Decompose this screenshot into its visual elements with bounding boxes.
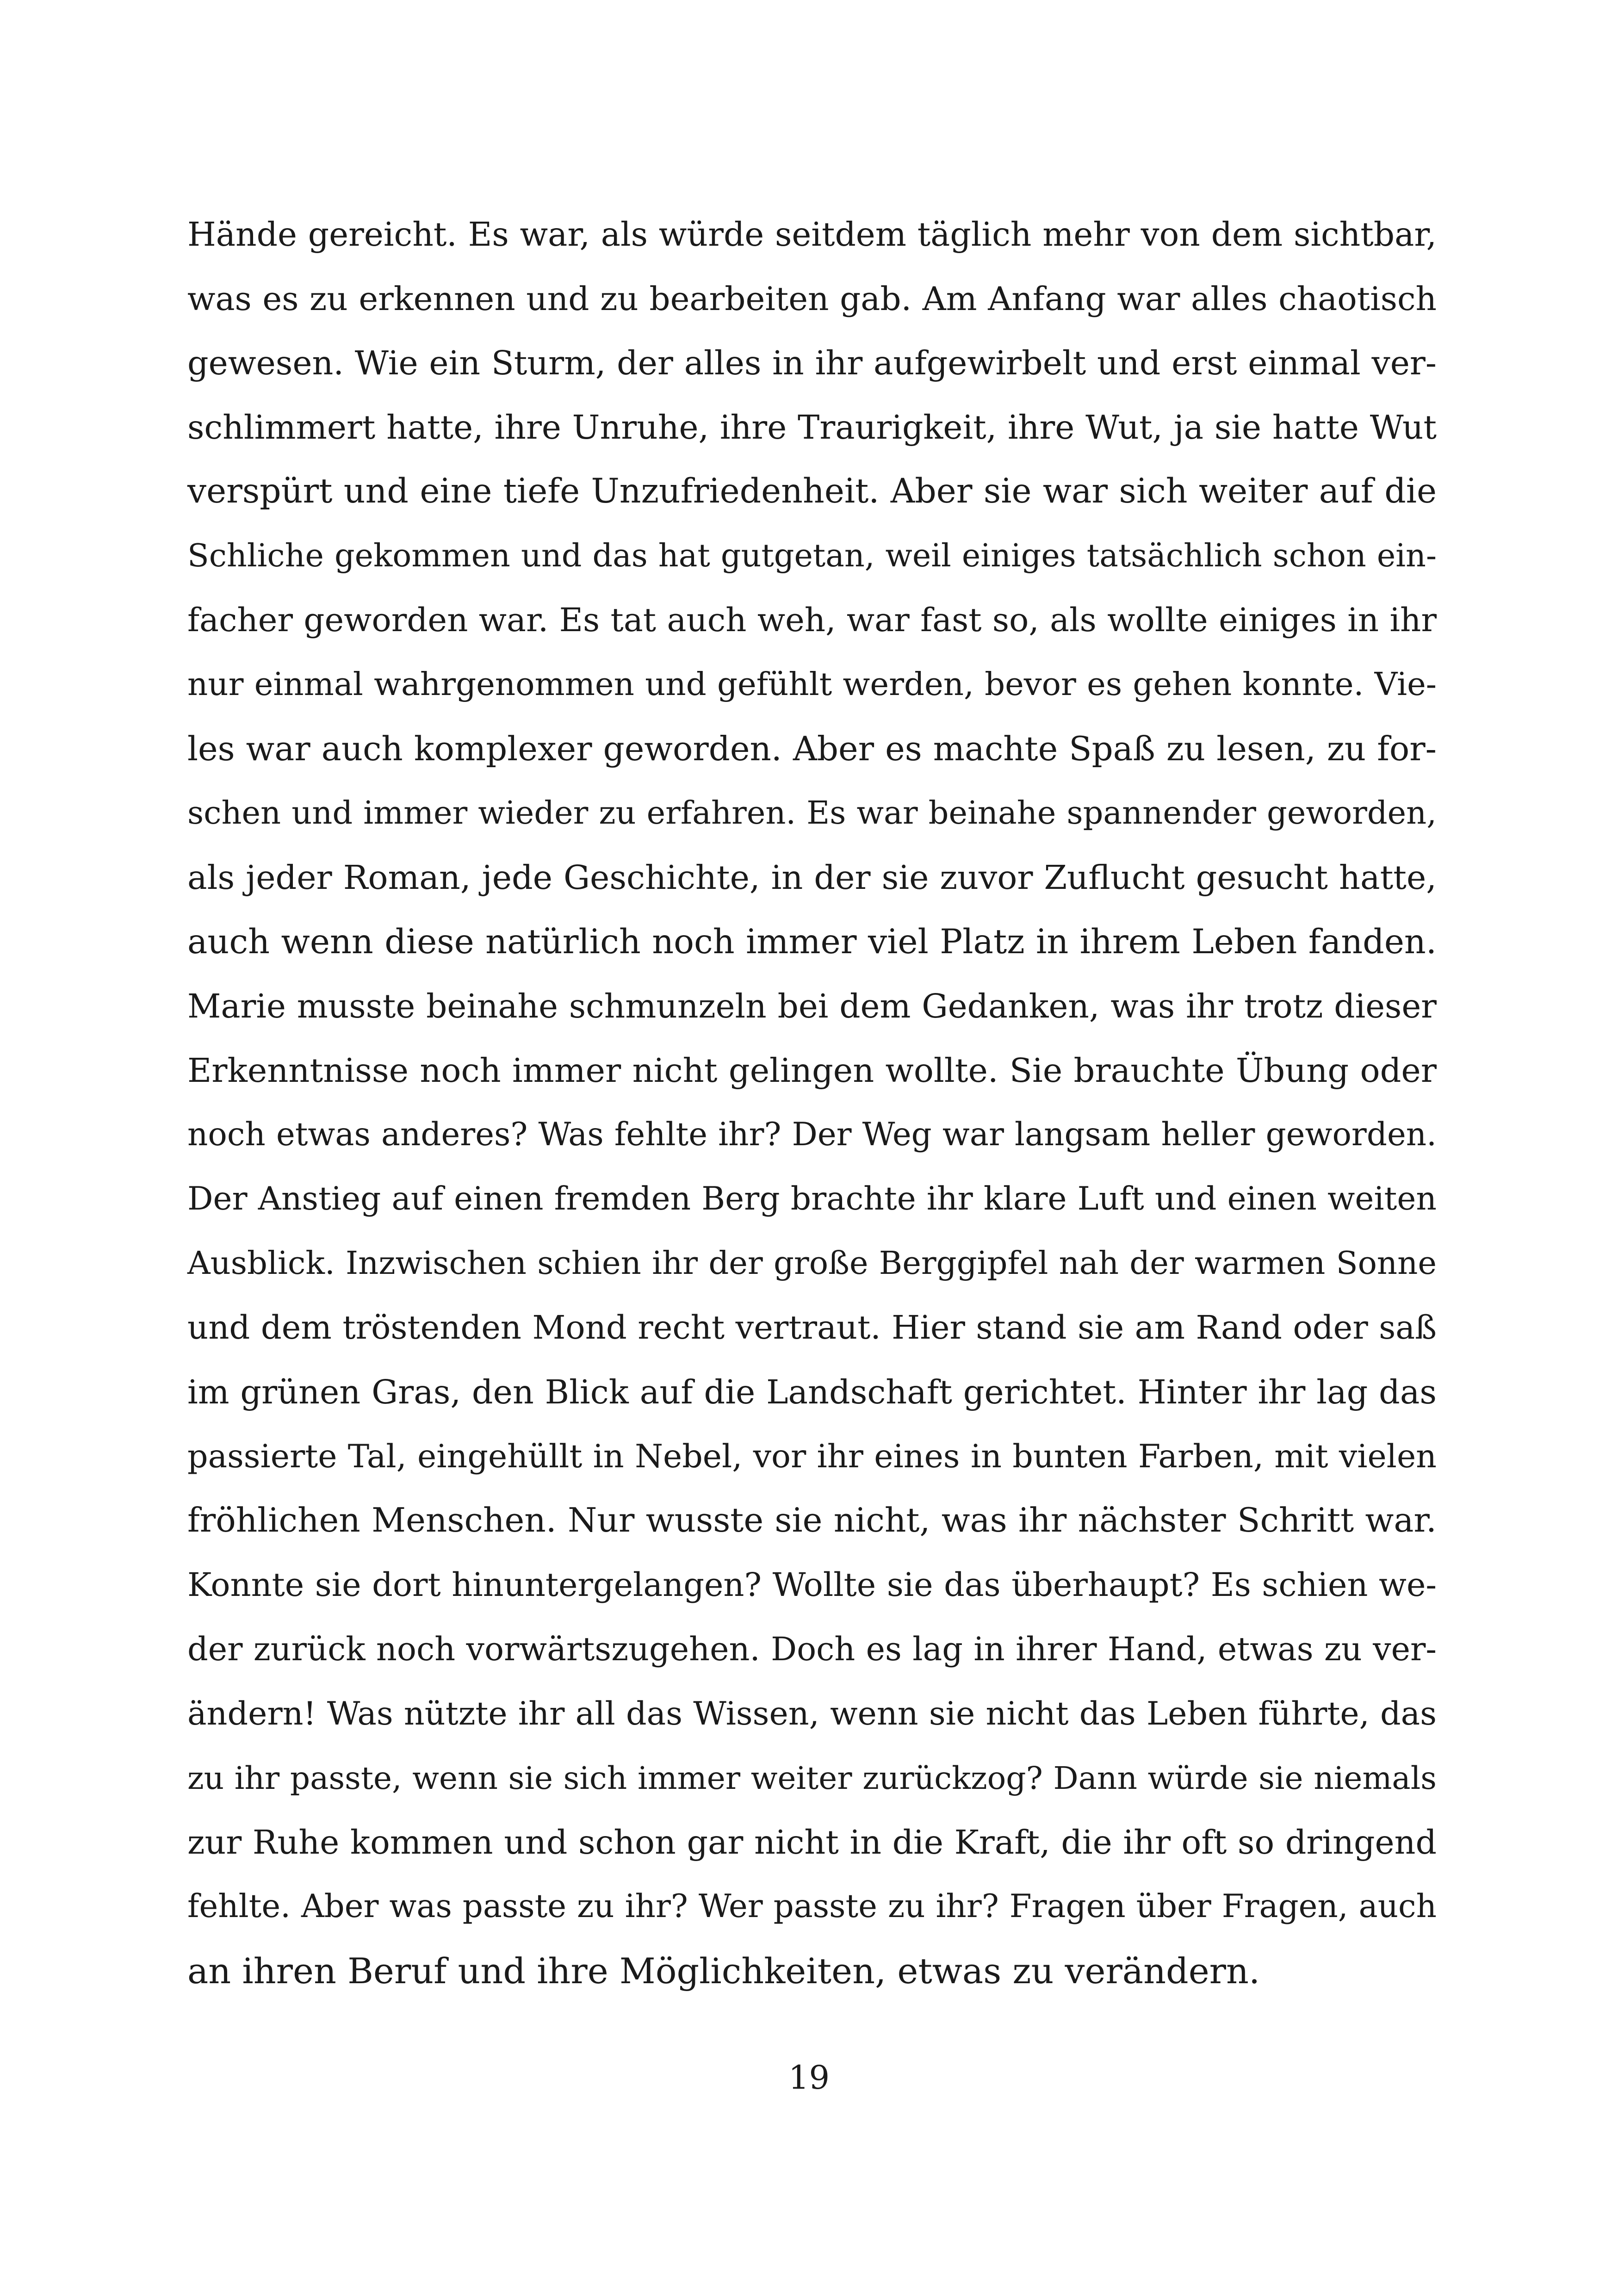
text-line: was es zu erkennen und zu bearbeiten gab. Am Anfang war alles chaotisch [187, 279, 1437, 318]
text-line: schlimmert hatte, ihre Unruhe, ihre Traurigkeit, ihre Wut, ja sie hatte Wut [187, 408, 1437, 447]
text-line: ändern! Was nützte ihr all das Wissen, wenn sie nicht das Leben führte, das [187, 1695, 1437, 1732]
text-line: noch etwas anderes? Was fehlte ihr? Der Weg war langsam heller geworden. [187, 1116, 1437, 1153]
text-line: schen und immer wieder zu erfahren. Es war beinahe spannender geworden, [187, 794, 1437, 832]
text-line: fehlte. Aber was passte zu ihr? Wer passte zu ihr? Fragen über Fragen, auch [187, 1888, 1437, 1925]
page-number: 19 [788, 2059, 830, 2097]
text-line: an ihren Beruf und ihre Möglichkeiten, etwas zu verändern. [187, 1950, 1260, 1992]
text-line: nur einmal wahrgenommen und gefühlt werden, bevor es gehen konnte. Vie- [187, 666, 1437, 703]
text-line: Erkenntnisse noch immer nicht gelingen wollte. Sie brauchte Übung oder [187, 1051, 1437, 1090]
text-line: Schliche gekommen und das hat gutgetan, weil einiges tatsächlich schon ein- [187, 538, 1437, 574]
text-line: Der Anstieg auf einen fremden Berg brachte ihr klare Luft und einen weiten [187, 1180, 1437, 1217]
text-line: zur Ruhe kommen und schon gar nicht in die Kraft, die ihr oft so dringend [187, 1823, 1437, 1862]
text-line: Hände gereicht. Es war, als würde seitdem täglich mehr von dem sichtbar, [187, 215, 1437, 254]
text-line: gewesen. Wie ein Sturm, der alles in ihr aufgewirbelt und erst einmal ver- [187, 344, 1437, 382]
text-line: Marie musste beinahe schmunzeln bei dem Gedanken, was ihr trotz dieser [187, 987, 1437, 1025]
text-line: und dem tröstenden Mond recht vertraut. Hier stand sie am Rand oder saß [187, 1309, 1437, 1347]
text-line: facher geworden war. Es tat auch weh, war fast so, als wollte einiges in ihr [187, 601, 1437, 639]
text-line: les war auch komplexer geworden. Aber es machte Spaß zu lesen, zu for- [187, 729, 1437, 768]
text-line: Ausblick. Inzwischen schien ihr der große Berggipfel nah der warmen Sonne [187, 1245, 1437, 1282]
text-line: im grünen Gras, den Blick auf die Landschaft gerichtet. Hinter ihr lag das [187, 1373, 1437, 1411]
text-line: Konnte sie dort hinuntergelangen? Wollte sie das überhaupt? Es schien we- [187, 1566, 1437, 1604]
text-line: auch wenn diese natürlich noch immer viel Platz in ihrem Leben fanden. [187, 922, 1437, 962]
text-line: als jeder Roman, jede Geschichte, in der sie zuvor Zuflucht gesucht hatte, [187, 858, 1437, 897]
body-text [187, 202, 1437, 2003]
text-line: der zurück noch vorwärtszugehen. Doch es lag in ihrer Hand, etwas zu ver- [187, 1631, 1437, 1668]
text-line: verspürt und eine tiefe Unzufriedenheit. Aber sie war sich weiter auf die [187, 472, 1437, 511]
text-line: zu ihr passte, wenn sie sich immer weiter zurückzog? Dann würde sie niemals [187, 1760, 1437, 1796]
text-line: fröhlichen Menschen. Nur wusste sie nicht, was ihr nächster Schritt war. [187, 1501, 1437, 1540]
text-line: passierte Tal, eingehüllt in Nebel, vor ihr eines in bunten Farben, mit vielen [187, 1438, 1437, 1475]
